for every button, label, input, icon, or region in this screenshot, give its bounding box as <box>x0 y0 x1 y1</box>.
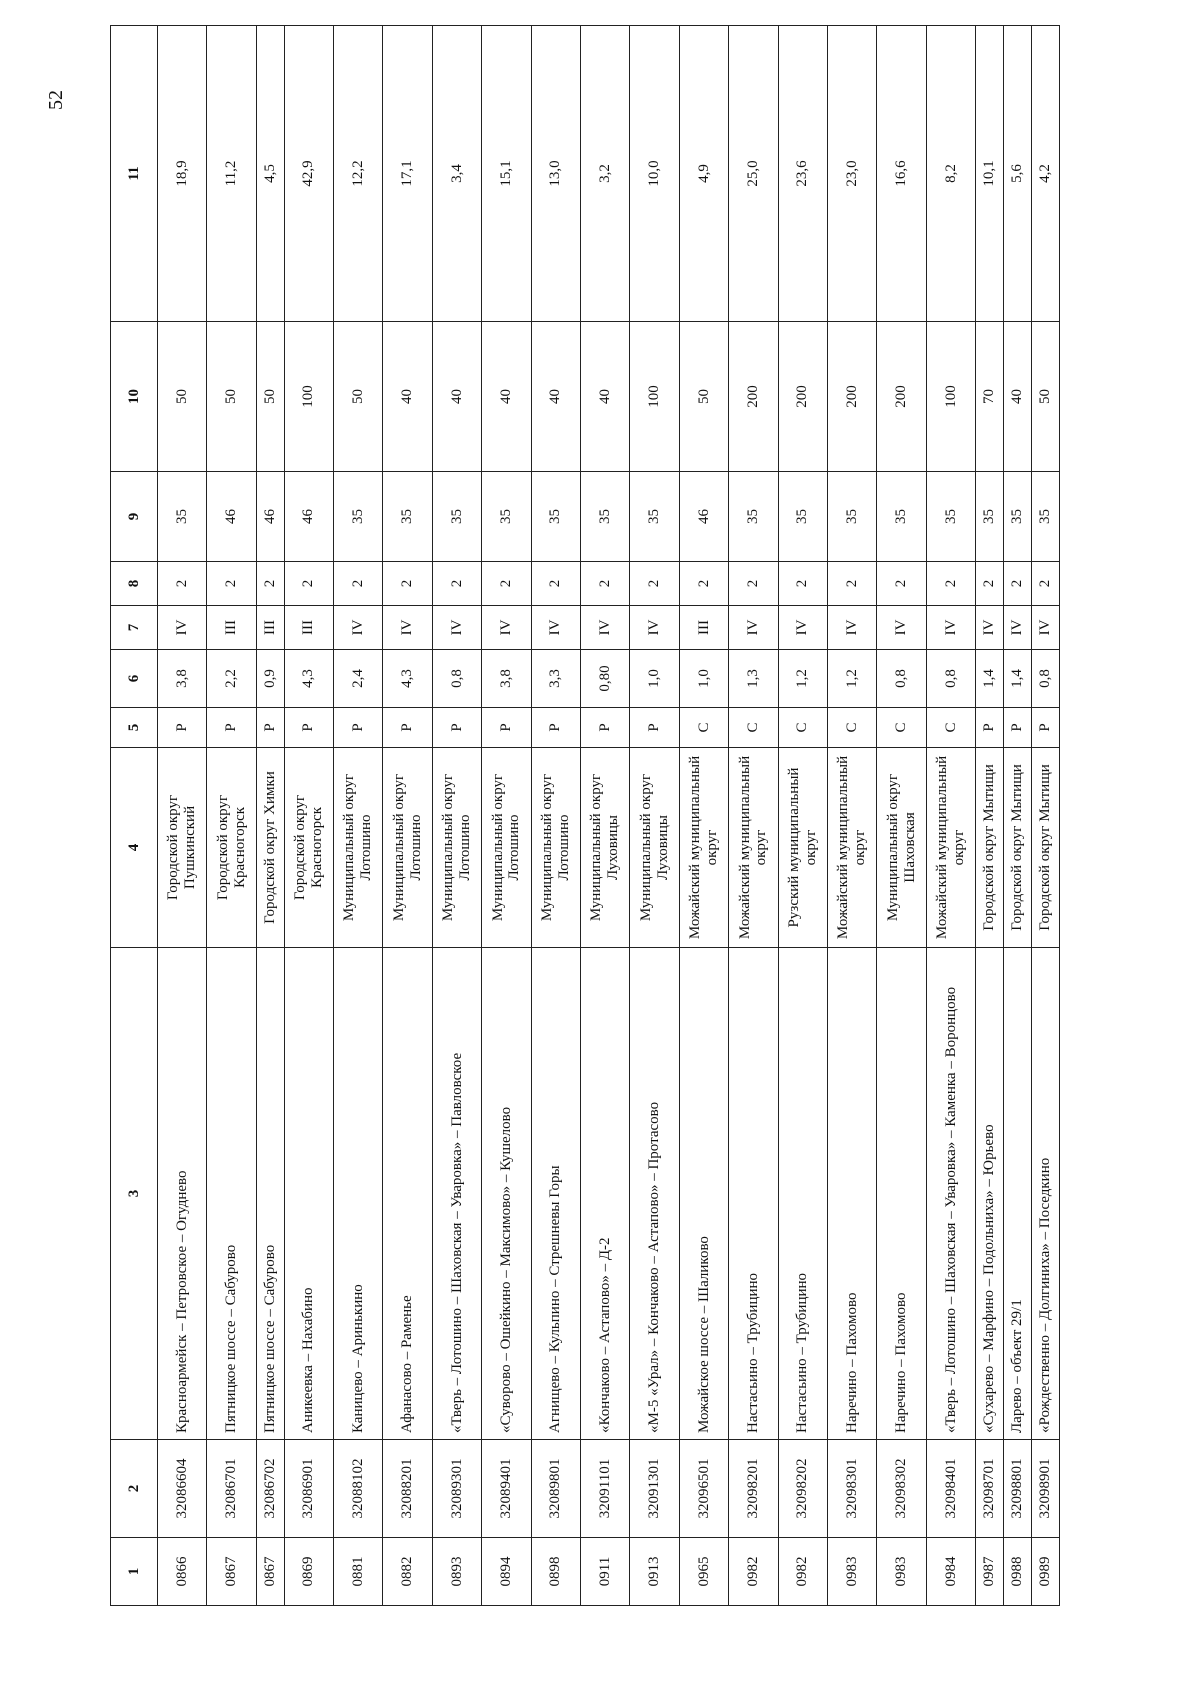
value-cell: 40 <box>531 322 580 472</box>
district-cell: Городской округ Красногорск <box>284 748 333 948</box>
lanes-cell: 2 <box>531 562 580 606</box>
value-cell: 200 <box>827 322 876 472</box>
road-name-cell: Аникеевка – Нахабино <box>284 948 333 1440</box>
total-cell: 8,2 <box>926 26 975 322</box>
code-cell: 32098701 <box>976 1440 1004 1538</box>
width-cell: 35 <box>482 472 531 562</box>
row-number-cell: 0989 <box>1031 1538 1059 1606</box>
district-cell: Рузский муниципальный округ <box>778 748 827 948</box>
road-name-cell: «Кончаково – Астапово» – Д-2 <box>581 948 630 1440</box>
total-cell: 18,9 <box>158 26 207 322</box>
district-cell: Муниципальный округ Лотошино <box>482 748 531 948</box>
table-row <box>284 26 333 1606</box>
road-name-cell: Афанасово – Раменье <box>383 948 432 1440</box>
length-cell: 3,8 <box>158 650 207 708</box>
length-cell: 4,3 <box>383 650 432 708</box>
length-cell: 1,2 <box>827 650 876 708</box>
total-cell: 5,6 <box>1004 26 1032 322</box>
district-cell: Муниципальный округ Лотошино <box>334 748 383 948</box>
code-cell: 32098401 <box>926 1440 975 1538</box>
district-cell: Можайский муниципальный округ <box>729 748 778 948</box>
width-cell: 46 <box>256 472 284 562</box>
class-cell: IV <box>877 606 926 650</box>
total-cell: 23,0 <box>827 26 876 322</box>
lanes-cell: 2 <box>207 562 256 606</box>
width-cell: 46 <box>679 472 728 562</box>
total-cell: 4,2 <box>1031 26 1059 322</box>
length-cell: 3,3 <box>531 650 580 708</box>
category-cell: С <box>877 708 926 748</box>
value-cell: 40 <box>581 322 630 472</box>
width-cell: 35 <box>976 472 1004 562</box>
class-cell: IV <box>531 606 580 650</box>
class-cell: III <box>207 606 256 650</box>
category-cell: С <box>926 708 975 748</box>
header-row <box>111 26 158 1606</box>
width-cell: 35 <box>1004 472 1032 562</box>
length-cell: 1,0 <box>630 650 679 708</box>
value-cell: 200 <box>729 322 778 472</box>
lanes-cell: 2 <box>1004 562 1032 606</box>
value-cell: 200 <box>778 322 827 472</box>
road-name-cell: «Тверь – Лотошино – Шаховская – Уваровка» – Павловское <box>432 948 481 1440</box>
rotated-table-wrapper <box>110 86 1060 1606</box>
col-header: 4 <box>111 748 158 948</box>
total-cell: 3,2 <box>581 26 630 322</box>
category-cell: С <box>827 708 876 748</box>
class-cell: IV <box>158 606 207 650</box>
code-cell: 32086701 <box>207 1440 256 1538</box>
table-row <box>729 26 778 1606</box>
width-cell: 35 <box>158 472 207 562</box>
width-cell: 46 <box>207 472 256 562</box>
lanes-cell: 2 <box>630 562 679 606</box>
total-cell: 4,5 <box>256 26 284 322</box>
width-cell: 46 <box>284 472 333 562</box>
lanes-cell: 2 <box>581 562 630 606</box>
code-cell: 32086901 <box>284 1440 333 1538</box>
total-cell: 10,0 <box>630 26 679 322</box>
table-row <box>976 26 1004 1606</box>
length-cell: 0,8 <box>877 650 926 708</box>
code-cell: 32091301 <box>630 1440 679 1538</box>
district-cell: Городской округ Химки <box>256 748 284 948</box>
code-cell: 32098901 <box>1031 1440 1059 1538</box>
lanes-cell: 2 <box>926 562 975 606</box>
code-cell: 32086702 <box>256 1440 284 1538</box>
row-number-cell: 0894 <box>482 1538 531 1606</box>
road-name-cell: Красноармейск – Петровское – Огуднево <box>158 948 207 1440</box>
code-cell: 32089301 <box>432 1440 481 1538</box>
code-cell: 32096501 <box>679 1440 728 1538</box>
table-row <box>207 26 256 1606</box>
value-cell: 100 <box>926 322 975 472</box>
length-cell: 1,0 <box>679 650 728 708</box>
road-name-cell: «Рождественно – Долгиниха» – Поседкино <box>1031 948 1059 1440</box>
total-cell: 17,1 <box>383 26 432 322</box>
table-row <box>158 26 207 1606</box>
row-number-cell: 0965 <box>679 1538 728 1606</box>
col-header: 5 <box>111 708 158 748</box>
width-cell: 35 <box>778 472 827 562</box>
class-cell: IV <box>1031 606 1059 650</box>
table-row <box>334 26 383 1606</box>
road-name-cell: «Сухарево – Марфино – Подольниха» – Юрьево <box>976 948 1004 1440</box>
code-cell: 32091101 <box>581 1440 630 1538</box>
lanes-cell: 2 <box>729 562 778 606</box>
category-cell: Р <box>383 708 432 748</box>
district-cell: Муниципальный округ Шаховская <box>877 748 926 948</box>
width-cell: 35 <box>827 472 876 562</box>
class-cell: IV <box>432 606 481 650</box>
lanes-cell: 2 <box>976 562 1004 606</box>
code-cell: 32098302 <box>877 1440 926 1538</box>
category-cell: Р <box>256 708 284 748</box>
category-cell: Р <box>1004 708 1032 748</box>
row-number-cell: 0988 <box>1004 1538 1032 1606</box>
category-cell: Р <box>432 708 481 748</box>
class-cell: IV <box>729 606 778 650</box>
road-name-cell: «Тверь – Лотошино – Шаховская – Уваровка» – Каменка – Воронцово <box>926 948 975 1440</box>
table-body <box>158 26 1060 1606</box>
road-name-cell: «Суворово – Ошейкино – Максимово» – Кушелово <box>482 948 531 1440</box>
category-cell: Р <box>207 708 256 748</box>
road-name-cell: «М-5 «Урал» – Кончаково – Астапово» – Протасово <box>630 948 679 1440</box>
value-cell: 50 <box>207 322 256 472</box>
district-cell: Муниципальный округ Лотошино <box>531 748 580 948</box>
category-cell: Р <box>334 708 383 748</box>
width-cell: 35 <box>432 472 481 562</box>
total-cell: 11,2 <box>207 26 256 322</box>
district-cell: Городской округ Мытищи <box>1004 748 1032 948</box>
table-row <box>383 26 432 1606</box>
table-row <box>531 26 580 1606</box>
district-cell: Муниципальный округ Луховицы <box>581 748 630 948</box>
col-header: 6 <box>111 650 158 708</box>
table-row <box>1004 26 1032 1606</box>
length-cell: 1,4 <box>1004 650 1032 708</box>
table-row <box>877 26 926 1606</box>
value-cell: 50 <box>679 322 728 472</box>
value-cell: 50 <box>334 322 383 472</box>
class-cell: IV <box>581 606 630 650</box>
col-header: 11 <box>111 26 158 322</box>
district-cell: Можайский муниципальный округ <box>926 748 975 948</box>
lanes-cell: 2 <box>877 562 926 606</box>
class-cell: IV <box>827 606 876 650</box>
total-cell: 25,0 <box>729 26 778 322</box>
row-number-cell: 0881 <box>334 1538 383 1606</box>
road-name-cell: Можайское шоссе – Шаликово <box>679 948 728 1440</box>
road-name-cell: Каницево – Аринькино <box>334 948 383 1440</box>
class-cell: IV <box>1004 606 1032 650</box>
lanes-cell: 2 <box>158 562 207 606</box>
road-name-cell: Настасьино – Трубицино <box>778 948 827 1440</box>
district-cell: Можайский муниципальный округ <box>679 748 728 948</box>
code-cell: 32098301 <box>827 1440 876 1538</box>
district-cell: Городской округ Мытищи <box>976 748 1004 948</box>
lanes-cell: 2 <box>679 562 728 606</box>
table-row <box>827 26 876 1606</box>
row-number-cell: 0867 <box>207 1538 256 1606</box>
length-cell: 2,2 <box>207 650 256 708</box>
value-cell: 40 <box>432 322 481 472</box>
code-cell: 32086604 <box>158 1440 207 1538</box>
category-cell: Р <box>158 708 207 748</box>
row-number-cell: 0987 <box>976 1538 1004 1606</box>
row-number-cell: 0867 <box>256 1538 284 1606</box>
width-cell: 35 <box>581 472 630 562</box>
lanes-cell: 2 <box>1031 562 1059 606</box>
road-name-cell: Агнищево – Кульпино – Стрешневы Горы <box>531 948 580 1440</box>
table-row <box>256 26 284 1606</box>
value-cell: 100 <box>630 322 679 472</box>
length-cell: 3,8 <box>482 650 531 708</box>
width-cell: 35 <box>1031 472 1059 562</box>
table-row <box>432 26 481 1606</box>
table-row <box>679 26 728 1606</box>
code-cell: 32088102 <box>334 1440 383 1538</box>
lanes-cell: 2 <box>284 562 333 606</box>
length-cell: 1,4 <box>976 650 1004 708</box>
class-cell: IV <box>482 606 531 650</box>
category-cell: Р <box>482 708 531 748</box>
class-cell: IV <box>630 606 679 650</box>
value-cell: 200 <box>877 322 926 472</box>
road-name-cell: Ларево – объект 29/1 <box>1004 948 1032 1440</box>
code-cell: 32089401 <box>482 1440 531 1538</box>
width-cell: 35 <box>877 472 926 562</box>
value-cell: 40 <box>1004 322 1032 472</box>
width-cell: 35 <box>630 472 679 562</box>
value-cell: 50 <box>1031 322 1059 472</box>
length-cell: 0,9 <box>256 650 284 708</box>
col-header: 1 <box>111 1538 158 1606</box>
class-cell: III <box>284 606 333 650</box>
width-cell: 35 <box>531 472 580 562</box>
value-cell: 50 <box>256 322 284 472</box>
table-row <box>482 26 531 1606</box>
category-cell: С <box>729 708 778 748</box>
total-cell: 12,2 <box>334 26 383 322</box>
table-row <box>630 26 679 1606</box>
width-cell: 35 <box>729 472 778 562</box>
category-cell: Р <box>1031 708 1059 748</box>
table-row <box>778 26 827 1606</box>
district-cell: Муниципальный округ Луховицы <box>630 748 679 948</box>
col-header: 3 <box>111 948 158 1440</box>
code-cell: 32089801 <box>531 1440 580 1538</box>
width-cell: 35 <box>383 472 432 562</box>
category-cell: С <box>679 708 728 748</box>
table-row <box>581 26 630 1606</box>
lanes-cell: 2 <box>482 562 531 606</box>
total-cell: 23,6 <box>778 26 827 322</box>
width-cell: 35 <box>926 472 975 562</box>
road-registry-table <box>110 25 1060 1606</box>
table-row <box>1031 26 1059 1606</box>
class-cell: III <box>256 606 284 650</box>
length-cell: 0,8 <box>926 650 975 708</box>
table-row <box>926 26 975 1606</box>
road-name-cell: Пятницкое шоссе – Сабурово <box>256 948 284 1440</box>
district-cell: Муниципальный округ Лотошино <box>383 748 432 948</box>
length-cell: 2,4 <box>334 650 383 708</box>
total-cell: 15,1 <box>482 26 531 322</box>
col-header: 8 <box>111 562 158 606</box>
code-cell: 32098201 <box>729 1440 778 1538</box>
col-header: 10 <box>111 322 158 472</box>
lanes-cell: 2 <box>827 562 876 606</box>
value-cell: 40 <box>482 322 531 472</box>
class-cell: III <box>679 606 728 650</box>
row-number-cell: 0911 <box>581 1538 630 1606</box>
lanes-cell: 2 <box>383 562 432 606</box>
district-cell: Городской округ Красногорск <box>207 748 256 948</box>
length-cell: 0,8 <box>432 650 481 708</box>
row-number-cell: 0984 <box>926 1538 975 1606</box>
row-number-cell: 0983 <box>877 1538 926 1606</box>
category-cell: Р <box>630 708 679 748</box>
page-number: 52 <box>45 90 67 110</box>
total-cell: 42,9 <box>284 26 333 322</box>
category-cell: Р <box>976 708 1004 748</box>
row-number-cell: 0882 <box>383 1538 432 1606</box>
length-cell: 0,80 <box>581 650 630 708</box>
class-cell: IV <box>383 606 432 650</box>
road-name-cell: Настасьино – Трубицино <box>729 948 778 1440</box>
value-cell: 100 <box>284 322 333 472</box>
class-cell: IV <box>976 606 1004 650</box>
row-number-cell: 0898 <box>531 1538 580 1606</box>
code-cell: 32098202 <box>778 1440 827 1538</box>
row-number-cell: 0869 <box>284 1538 333 1606</box>
class-cell: IV <box>926 606 975 650</box>
road-name-cell: Пятницкое шоссе – Сабурово <box>207 948 256 1440</box>
value-cell: 40 <box>383 322 432 472</box>
col-header: 9 <box>111 472 158 562</box>
class-cell: IV <box>778 606 827 650</box>
road-name-cell: Наречино – Пахомово <box>827 948 876 1440</box>
class-cell: IV <box>334 606 383 650</box>
value-cell: 50 <box>158 322 207 472</box>
total-cell: 4,9 <box>679 26 728 322</box>
category-cell: Р <box>284 708 333 748</box>
lanes-cell: 2 <box>256 562 284 606</box>
lanes-cell: 2 <box>778 562 827 606</box>
category-cell: Р <box>531 708 580 748</box>
row-number-cell: 0913 <box>630 1538 679 1606</box>
district-cell: Муниципальный округ Лотошино <box>432 748 481 948</box>
total-cell: 13,0 <box>531 26 580 322</box>
total-cell: 16,6 <box>877 26 926 322</box>
width-cell: 35 <box>334 472 383 562</box>
district-cell: Городской округ Пушкинский <box>158 748 207 948</box>
district-cell: Городской округ Мытищи <box>1031 748 1059 948</box>
row-number-cell: 0983 <box>827 1538 876 1606</box>
row-number-cell: 0982 <box>778 1538 827 1606</box>
total-cell: 10,1 <box>976 26 1004 322</box>
col-header: 7 <box>111 606 158 650</box>
total-cell: 3,4 <box>432 26 481 322</box>
code-cell: 32098801 <box>1004 1440 1032 1538</box>
category-cell: С <box>778 708 827 748</box>
category-cell: Р <box>581 708 630 748</box>
col-header: 2 <box>111 1440 158 1538</box>
row-number-cell: 0893 <box>432 1538 481 1606</box>
value-cell: 70 <box>976 322 1004 472</box>
district-cell: Можайский муниципальный округ <box>827 748 876 948</box>
length-cell: 4,3 <box>284 650 333 708</box>
length-cell: 1,3 <box>729 650 778 708</box>
row-number-cell: 0982 <box>729 1538 778 1606</box>
road-name-cell: Наречино – Пахомово <box>877 948 926 1440</box>
lanes-cell: 2 <box>432 562 481 606</box>
row-number-cell: 0866 <box>158 1538 207 1606</box>
lanes-cell: 2 <box>334 562 383 606</box>
length-cell: 1,2 <box>778 650 827 708</box>
code-cell: 32088201 <box>383 1440 432 1538</box>
length-cell: 0,8 <box>1031 650 1059 708</box>
